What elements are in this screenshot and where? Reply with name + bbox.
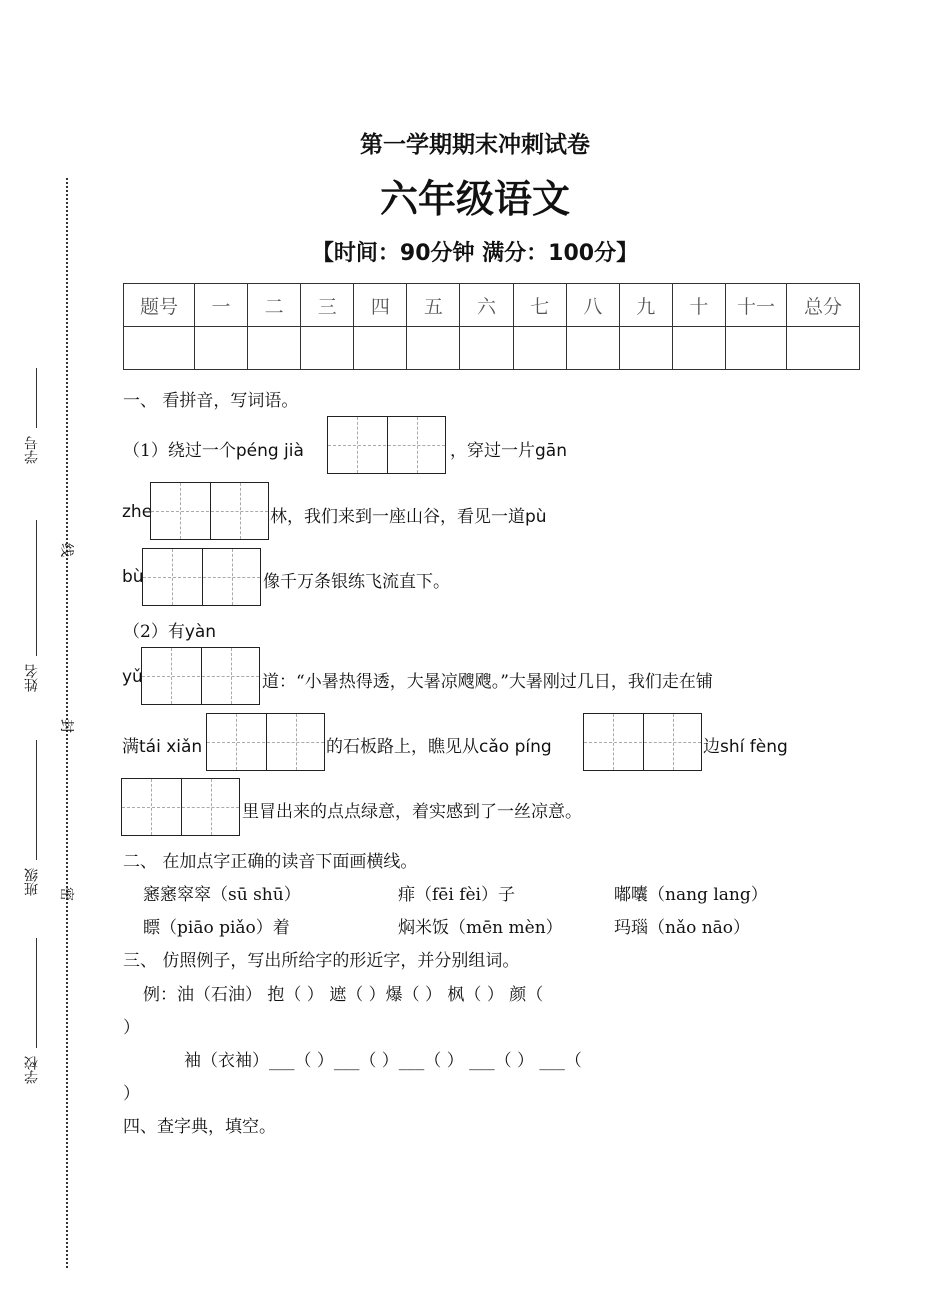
score-header-cell: 九 (619, 284, 672, 327)
s1-line1 (123, 436, 304, 461)
pinyin: cǎo píng (479, 737, 552, 757)
pinyin: pù (525, 507, 547, 527)
grid-cell (387, 417, 445, 473)
s2-item: 痱（fēi fèi）子 (398, 885, 515, 905)
score-header-cell: 七 (513, 284, 566, 327)
grid-cell (584, 714, 642, 770)
seal-char-secret: 密 (58, 887, 74, 901)
s2-item: 嘟囔（nang lang） (614, 885, 768, 905)
score-entry-cell[interactable] (248, 327, 301, 370)
school-label: 学校 (24, 1056, 40, 1084)
score-header-cell: 题号 (124, 284, 195, 327)
answer-box-ganzhe[interactable] (150, 482, 269, 540)
s2-item: 窸窸窣窣（sū shū） (143, 885, 301, 905)
score-header-cell: 三 (301, 284, 354, 327)
score-header-cell: 四 (354, 284, 407, 327)
answer-box-pubu[interactable] (142, 548, 261, 606)
grid-cell (142, 648, 200, 704)
score-entry-row (124, 327, 860, 370)
pinyin: bù (122, 567, 144, 587)
score-entry-cell[interactable] (407, 327, 460, 370)
s1-text: 满 (122, 737, 139, 757)
s1-text: 道：“小暑热得透，大暑凉飕飕。”大暑刚过几日，我们走在铺 (262, 672, 713, 692)
s1-line2-tail (270, 502, 547, 527)
exam-title: 第一学期期末冲刺试卷 (360, 132, 590, 158)
score-header-cell: 八 (566, 284, 619, 327)
class-field[interactable] (36, 740, 37, 860)
pinyin: péng jià (235, 441, 304, 461)
exam-subject: 六年级语文 (379, 177, 570, 221)
score-entry-cell[interactable] (513, 327, 566, 370)
score-entry-cell[interactable] (460, 327, 513, 370)
pinyin: tái xiǎn (139, 737, 203, 757)
score-entry-cell[interactable] (619, 327, 672, 370)
grid-cell (143, 549, 201, 605)
pinyin: yàn (184, 622, 217, 642)
seal-char-line: 线 (58, 543, 74, 557)
grid-cell (122, 779, 180, 835)
s1-line6 (122, 732, 202, 757)
grid-cell (207, 714, 265, 770)
school-field[interactable] (36, 938, 37, 1048)
score-entry-cell[interactable] (787, 327, 860, 370)
s3-example: 例：油（石油） 抱（ ） 遮（ ）爆（ ） 枫（ ） 颜（ (143, 985, 544, 1005)
s1-text: （2）有 (123, 622, 185, 642)
s1-line4 (123, 617, 216, 642)
s1-text: 像千万条银练飞流直下。 (263, 572, 450, 592)
score-header-cell: 五 (407, 284, 460, 327)
s2-item: 瞟（piāo piǎo）着 (143, 918, 290, 938)
answer-box-shifeng[interactable] (121, 778, 240, 836)
score-entry-cell[interactable] (195, 327, 248, 370)
s3-close: ） (123, 1018, 140, 1038)
score-header-cell: 总分 (787, 284, 860, 327)
s1-line1-tail (450, 436, 567, 461)
s3-close: ） (123, 1084, 140, 1104)
grid-cell (328, 417, 386, 473)
pinyin: shí fèng (720, 737, 788, 757)
section1-title: 一、 看拼音，写词语。 (123, 391, 299, 411)
exam-info: 【时间：90分钟 满分：100分】 (311, 241, 639, 266)
grid-cell (202, 549, 260, 605)
s1-text: ，穿过一片 (450, 441, 535, 461)
s1-text: 林，我们来到一座山谷，看见一道 (270, 507, 525, 527)
answer-box-taixian[interactable] (206, 713, 325, 771)
section2-title: 二、 在加点字正确的读音下面画横线。 (123, 852, 418, 872)
s1-text: （1）绕过一个 (123, 441, 236, 461)
answer-box-yanyu[interactable] (141, 647, 260, 705)
score-entry-cell[interactable] (566, 327, 619, 370)
score-header-row (124, 284, 860, 327)
score-entry-cell[interactable] (726, 327, 787, 370)
s3-line2: 袖（衣袖）___（ ）___（ ）___（ ） ___（ ） ___（ (184, 1051, 582, 1071)
score-entry-cell[interactable] (672, 327, 725, 370)
s1-text: 边 (703, 737, 720, 757)
student-id-field[interactable] (36, 368, 37, 428)
answer-box-pengjia[interactable] (327, 416, 446, 474)
answer-box-caoping[interactable] (583, 713, 702, 771)
pinyin: gān (535, 441, 567, 461)
s2-item: 玛瑙（nǎo nāo） (614, 918, 751, 938)
section3-title: 三、 仿照例子，写出所给字的形近字，并分别组词。 (123, 951, 520, 971)
s1-text: 的石板路上，瞧见从 (326, 737, 479, 757)
s1-line6-tail (703, 732, 788, 757)
score-entry-cell[interactable] (124, 327, 195, 370)
student-id-label: 学号 (24, 436, 40, 464)
score-entry-cell[interactable] (301, 327, 354, 370)
grid-cell (643, 714, 701, 770)
s1-text: 里冒出来的点点绿意，着实感到了一丝凉意。 (242, 802, 582, 822)
score-header-cell: 六 (460, 284, 513, 327)
score-header-cell: 二 (248, 284, 301, 327)
grid-cell (201, 648, 259, 704)
s2-item: 焖米饭（mēn mèn） (398, 918, 563, 938)
grid-cell (210, 483, 268, 539)
score-entry-cell[interactable] (354, 327, 407, 370)
grid-cell (151, 483, 209, 539)
s1-line6-mid (326, 732, 552, 757)
pinyin: yǔ (122, 667, 143, 687)
grid-cell (266, 714, 324, 770)
student-name-field[interactable] (36, 520, 37, 656)
score-header-cell: 十一 (726, 284, 787, 327)
score-table (123, 283, 860, 370)
grid-cell (181, 779, 239, 835)
seal-char-seal: 封 (58, 719, 74, 733)
score-header-cell: 十 (672, 284, 725, 327)
pinyin: zhe (122, 502, 153, 522)
section4-title: 四、查字典，填空。 (123, 1117, 276, 1137)
score-header-cell: 一 (195, 284, 248, 327)
class-label: 班级 (24, 868, 40, 896)
student-name-label: 姓名 (24, 664, 40, 692)
